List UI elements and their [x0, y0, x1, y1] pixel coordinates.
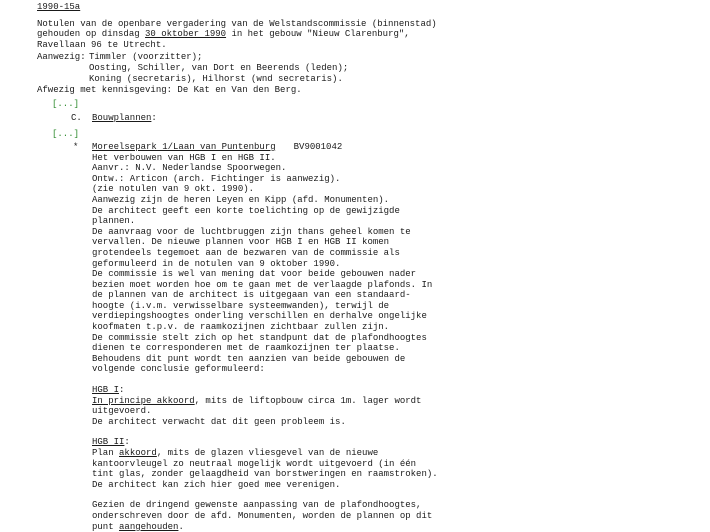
section-heading: C. Bouwplannen: [71, 112, 157, 123]
item-line: grotendeels tegemoet aan de bezwaren van de commissie als [92, 247, 400, 258]
document-reference: 1990-15a [37, 2, 81, 12]
item-line: De architect geeft een korte toelichting op de gewijzigde [92, 205, 400, 216]
closing-line: onderschreven door de afd. Monumenten, worden de plannen op dit [92, 510, 433, 521]
item-line: uitgevoerd. [92, 406, 152, 417]
item-line: plannen. [92, 216, 136, 227]
hgb2-advice-line: Plan akkoord, mits de glazen vliesgevel van de nieuwe [92, 448, 379, 458]
item-line: volgende conclusie geformuleerd: [92, 364, 265, 375]
item-line: Aanwezig zijn de heren Leyen en Kipp (afd. Monumenten). [92, 194, 390, 205]
item-line: tint glas, zonder gelaagdheid van borstweringen en raamstroken). [92, 469, 438, 480]
agenda-item [37, 142, 697, 532]
absent-line: Afwezig met kennisgeving: De Kat en Van den Berg. [37, 85, 302, 96]
hgb2-advice: akkoord [119, 448, 157, 458]
item-line: hoogte (i.v.m. verwisselbare systeemwanden), terwijl de [92, 300, 390, 311]
item-line: De commissie is wel van mening dat voor beide gebouwen nader [92, 269, 417, 280]
present-line: Timmler (voorzitter); [89, 52, 203, 63]
hgb1-advice-line: In principe akkoord, mits de liftopbouw circa 1m. lager wordt [92, 395, 422, 406]
item-line: De architect kan zich hier goed mee verenigen. [92, 479, 341, 490]
meeting-date: 30 oktober 1990 [145, 29, 227, 40]
item-line: Het verbouwen van HGB I en HGB II. [92, 152, 276, 163]
hgb1-heading: HGB I: [92, 385, 125, 396]
hgb1-advice: In principe akkoord [92, 395, 195, 406]
decision-held: aangehouden [119, 521, 179, 532]
item-line: koofmaten t.p.v. de raamkozijnen zichtbaar zullen zijn. [92, 322, 390, 333]
item-line: bezien moet worden hoe om te gaan met de verlaagde plafonds. In [92, 279, 433, 290]
item-line: verdiepingshoogtes onderling verschillen en derhalve ongelijke [92, 311, 427, 322]
item-line: Ontw.: Articon (arch. Fichtinger is aanwezig). [92, 173, 341, 184]
present-line: Oosting, Schiller, van Dort en Beerends (leden); [89, 62, 349, 73]
item-line: De aanvraag voor de luchtbruggen zijn thans geheel komen te [92, 226, 411, 237]
present-line: Koning (secretaris), Hilhorst (wnd secretaris). [89, 73, 343, 84]
item-line: dienen te corresponderen met de raamkozijnen ter plaatse. [92, 343, 400, 354]
item-code: BV9001042 [293, 141, 343, 152]
item-line: kantoorvleugel zo neutraal mogelijk wordt uitgevoerd (in één [92, 458, 417, 469]
bullet: * [73, 141, 79, 152]
item-line: (zie notulen van 9 okt. 1990). [92, 184, 255, 195]
closing-line: Gezien de dringend gewenste aanpassing van de plafondhoogtes, [92, 500, 422, 511]
item-line: geformuleerd in de notulen van 9 oktober 1990. [92, 258, 341, 269]
item-title-line [92, 142, 697, 153]
closing-last-line: punt aangehouden. [92, 521, 184, 532]
item-line: De commissie stelt zich op het standpunt dat de plafondhoogtes [92, 332, 427, 343]
item-line: Aanvr.: N.V. Nederlandse Spoorwegen. [92, 163, 287, 174]
item-line: vervallen. De nieuwe plannen voor HGB I en HGB II komen [92, 237, 390, 248]
intro-line-2: gehouden op dinsdag 30 oktober 1990 in het gebouw "Nieuw Clarenburg", [37, 29, 410, 40]
intro-line-1: Notulen van de openbare vergadering van de Welstandscommissie (binnenstad) [37, 18, 437, 29]
item-line: de plannen van de architect is uitgegaan van een standaard- [92, 290, 411, 301]
hgb2-heading: HGB II: [92, 437, 130, 448]
intro-line-3: Ravellaan 96 te Utrecht. [37, 39, 167, 50]
item-line: Behoudens dit punt wordt ten aanzien van beide gebouwen de [92, 353, 406, 364]
present-label: Aanwezig: [37, 52, 86, 63]
section-letter: C. [71, 112, 82, 123]
attendance-block [37, 52, 697, 85]
section-title: Bouwplannen [92, 112, 152, 123]
document-page [37, 2, 697, 532]
item-title: Moreelsepark 1/Laan van Puntenburg [92, 141, 276, 152]
item-line: De architect verwacht dat dit geen probleem is. [92, 416, 346, 427]
omission-marker: [...] [52, 98, 80, 109]
omission-marker: [...] [52, 128, 80, 139]
